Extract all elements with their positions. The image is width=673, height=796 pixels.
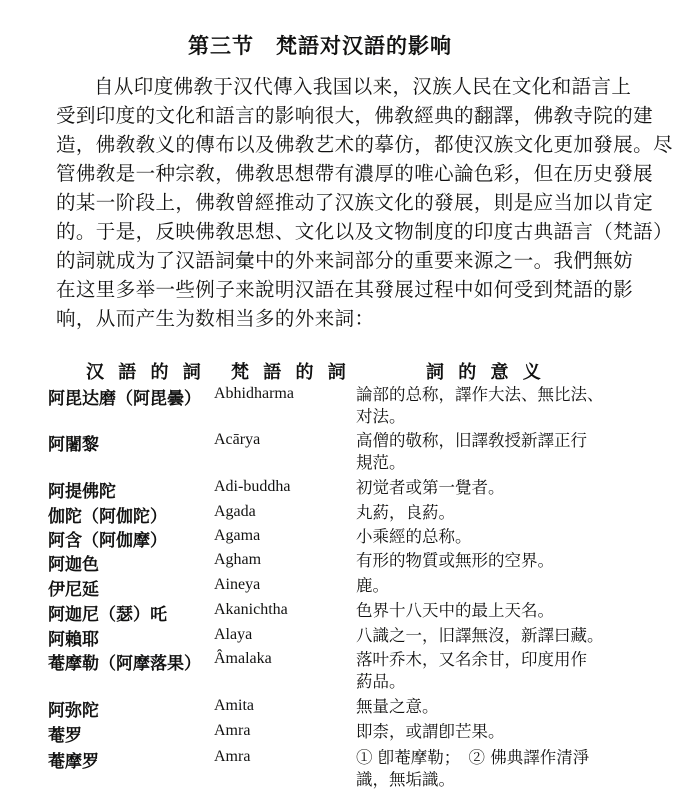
loanword-table	[48, 358, 618, 793]
chinese-word: 阿含（阿伽摩）	[48, 531, 167, 551]
table-row	[48, 384, 618, 430]
chinese-word: 阿弥陀	[48, 701, 99, 721]
sanskrit-word: Agham	[214, 551, 262, 568]
section-title: 第三节 梵語对汉語的影响	[188, 34, 452, 58]
sanskrit-word: Acārya	[214, 431, 261, 448]
chinese-word: 菴罗	[48, 726, 82, 746]
word-meaning	[356, 696, 618, 718]
table-row	[48, 625, 618, 649]
paragraph-line: 在这里多举一些例子来說明汉語在其發展过程中如何受到梵語的影	[56, 278, 634, 301]
word-meaning	[356, 649, 618, 693]
table-row	[48, 502, 618, 526]
sanskrit-word: Alaya	[214, 626, 253, 643]
body-paragraph	[56, 72, 673, 333]
meaning-line: 有形的物質或無形的空界。	[356, 551, 554, 570]
paragraph-line: 的某一阶段上，佛敎曾經推动了汉族文化的發展，則是应当加以肯定	[56, 191, 654, 214]
meaning-line: 初觉者或第一覺者。	[356, 478, 505, 497]
meaning-line: 高僧的敬称，旧譯敎授新譯正行	[356, 431, 587, 450]
meaning-line: ① 卽菴摩勒； ② 佛典譯作清淨	[356, 748, 590, 767]
word-meaning	[356, 502, 618, 524]
paragraph-line: 的詞就成为了汉語詞彙中的外来詞部分的重要来源之一。我們無妨	[56, 249, 634, 272]
meaning-line: 葯品。	[356, 672, 406, 691]
sanskrit-word: Akanichtha	[214, 601, 288, 618]
chinese-word: 伊尼延	[48, 580, 99, 600]
meaning-line: 八識之一，旧譯無沒，新譯曰藏。	[356, 626, 604, 645]
table-row	[48, 600, 618, 625]
meaning-line: 对法。	[356, 407, 406, 426]
meaning-line: 丸葯，良葯。	[356, 503, 455, 522]
chinese-word: 阿迦色	[48, 555, 99, 575]
table-row	[48, 747, 618, 793]
word-meaning	[356, 526, 618, 548]
header-sanskrit-word: 梵 語 的 詞	[231, 362, 350, 383]
word-meaning	[356, 625, 618, 647]
paragraph-line: 造，佛敎敎义的傳布以及佛敎艺术的摹仿，都使汉族文化更加發展。尽	[56, 133, 673, 156]
table-row	[48, 430, 618, 477]
table-row	[48, 696, 618, 721]
paragraph-line: 受到印度的文化和語言的影响很大，佛敎經典的翻譯，佛敎寺院的建	[56, 104, 654, 127]
meaning-line: 論部的总称，譯作大法、無比法、	[356, 385, 604, 404]
meaning-line: 規范。	[356, 453, 406, 472]
sanskrit-word: Amra	[214, 722, 251, 739]
word-meaning	[356, 430, 618, 474]
chinese-word: 伽陀（阿伽陀）	[48, 507, 167, 527]
table-header	[48, 358, 618, 384]
sanskrit-word: Aineya	[214, 576, 261, 593]
sanskrit-word: Amita	[214, 697, 254, 714]
header-chinese-word: 汉 語 的 詞	[86, 362, 205, 383]
word-meaning	[356, 550, 618, 572]
header-meaning: 詞 的 意 义	[426, 362, 545, 383]
word-meaning	[356, 477, 618, 499]
sanskrit-word: Âmalaka	[214, 650, 272, 667]
table-row	[48, 526, 618, 550]
word-meaning	[356, 721, 618, 743]
meaning-line: 即柰，或謂卽芒果。	[356, 722, 505, 741]
word-meaning	[356, 600, 618, 622]
meaning-line: 小乘經的总称。	[356, 527, 472, 546]
chinese-word: 菴摩勒（阿摩落果）	[48, 654, 201, 674]
chinese-word: 阿賴耶	[48, 630, 99, 650]
table-row	[48, 649, 618, 696]
meaning-line: 落叶乔木，又名余甘，印度用作	[356, 650, 587, 669]
meaning-line: 鹿。	[356, 576, 389, 595]
sanskrit-word: Abhidharma	[214, 385, 294, 402]
sanskrit-word: Agada	[214, 503, 256, 520]
word-meaning	[356, 384, 618, 428]
meaning-line: 色界十八天中的最上天名。	[356, 601, 554, 620]
paragraph-line: 的。于是，反映佛敎思想、文化以及文物制度的印度古典語言（梵語）	[56, 220, 673, 243]
chinese-word: 阿提佛陀	[48, 482, 116, 502]
paragraph-line: 管佛敎是一种宗敎，佛敎思想帶有濃厚的唯心論色彩，但在历史發展	[56, 162, 654, 185]
table-row	[48, 477, 618, 502]
meaning-line: 無量之意。	[356, 697, 439, 716]
chinese-word: 菴摩罗	[48, 752, 99, 772]
sanskrit-word: Agama	[214, 527, 261, 544]
meaning-line: 識，無垢識。	[356, 770, 455, 789]
table-row	[48, 721, 618, 747]
sanskrit-word: Adi-buddha	[214, 478, 291, 495]
sanskrit-word: Amra	[214, 748, 251, 765]
paragraph-line: 响，从而产生为数相当多的外来詞：	[56, 307, 375, 330]
table-row	[48, 550, 618, 575]
chinese-word: 阿迦尼（瑟）吒	[48, 605, 167, 625]
table-row	[48, 575, 618, 600]
paragraph-line: 自从印度佛敎于汉代傳入我国以来，汉族人民在文化和語言上	[94, 75, 632, 98]
word-meaning	[356, 575, 618, 597]
chinese-word: 阿闍黎	[48, 435, 99, 455]
word-meaning	[356, 747, 618, 791]
chinese-word: 阿毘达磨（阿毘曇）	[48, 389, 201, 409]
